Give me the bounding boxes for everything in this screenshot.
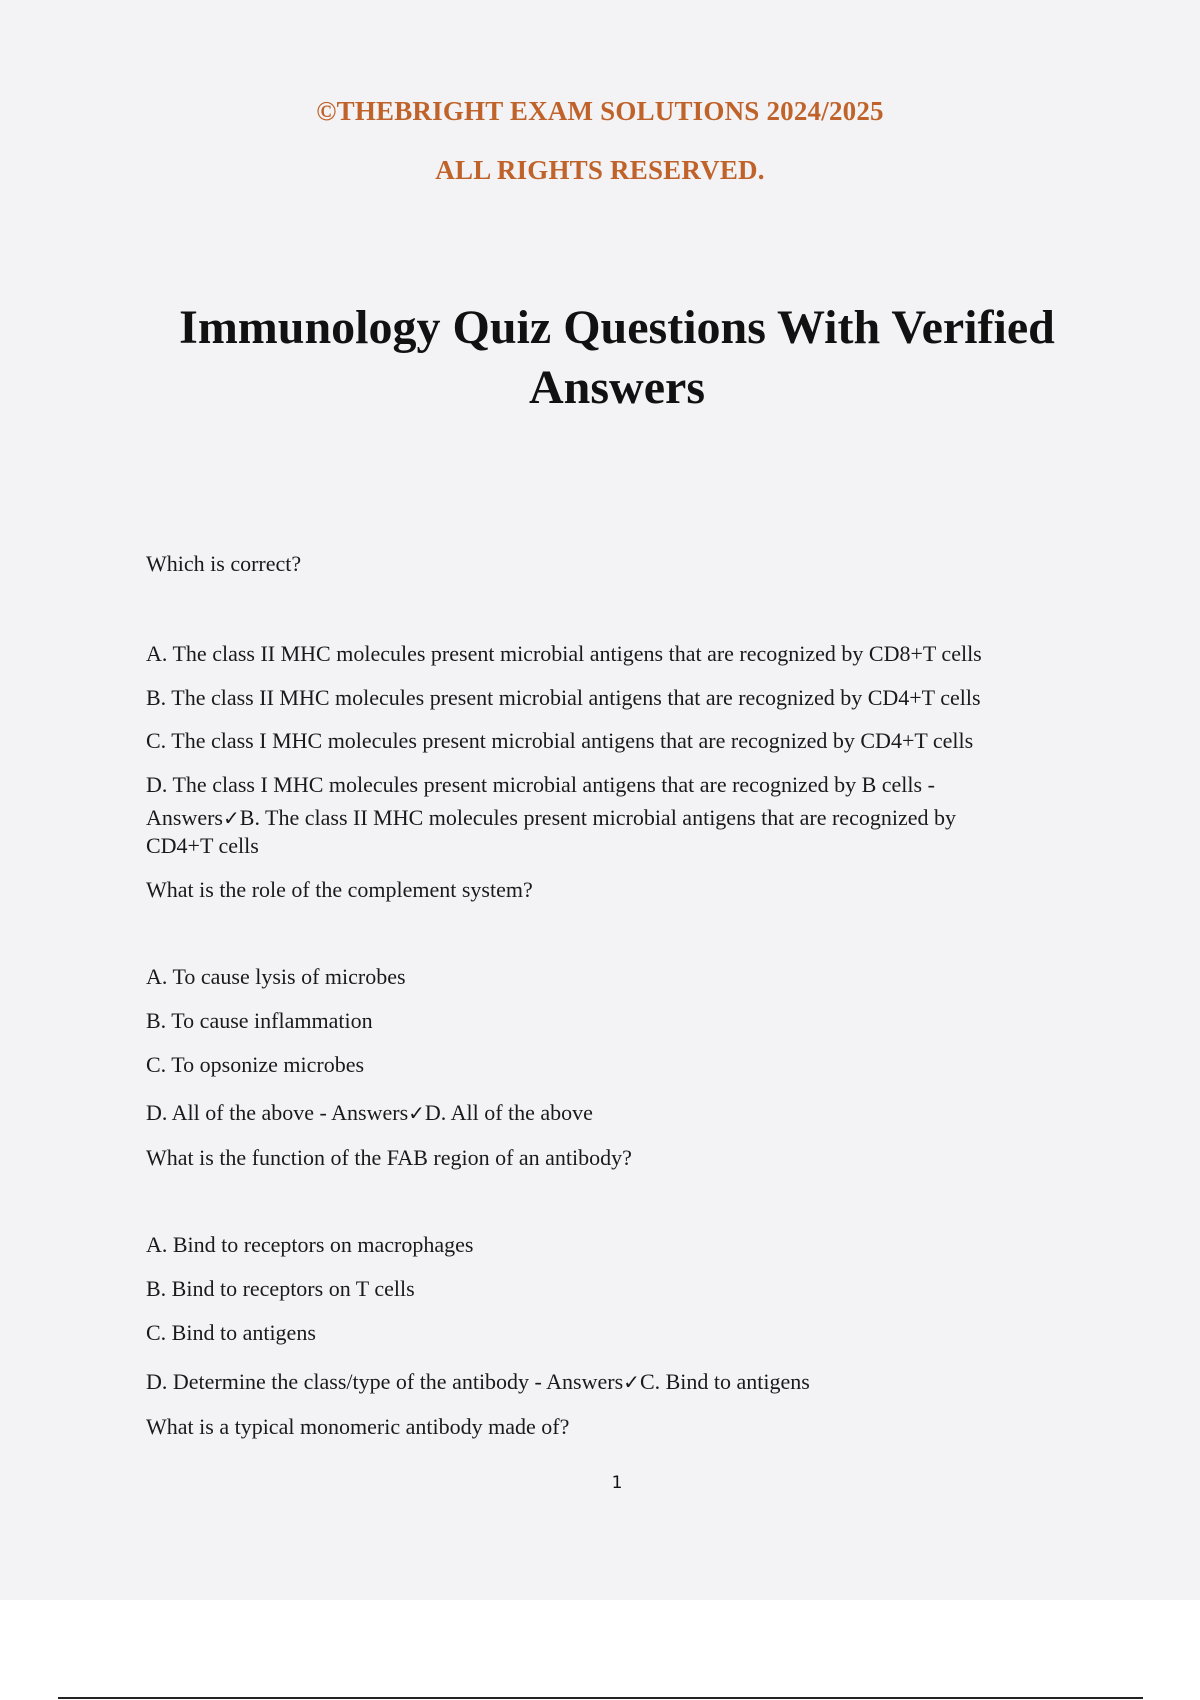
question-3-option-d (146, 1368, 1076, 1396)
answer-text: B. The class II MHC molecules present microbial antigens that are recognized by (239, 805, 956, 830)
answer-text: D. All of the above (424, 1100, 593, 1125)
question-3-option-a: A. Bind to receptors on macrophages (146, 1232, 474, 1257)
question-1-answer-cont: CD4+T cells (146, 833, 259, 858)
option-d-text: D. All of the above - (146, 1100, 332, 1125)
option-d-text: D. Determine the class/type of the antibody - (146, 1369, 547, 1394)
question-2-option-d (146, 1099, 1076, 1127)
question-2-option-a: A. To cause lysis of microbes (146, 964, 406, 989)
question-3-option-b: B. Bind to receptors on T cells (146, 1276, 415, 1301)
title-line-1: Immunology Quiz Questions With Verified (179, 301, 1055, 354)
rights-reserved-header: ALL RIGHTS RESERVED. (435, 155, 765, 185)
copyright-header: ©THEBRIGHT EXAM SOLUTIONS 2024/2025 (316, 96, 884, 126)
question-1-option-c: C. The class I MHC molecules present microbial antigens that are recognized by CD4+T cells (146, 728, 974, 753)
question-1-prompt: Which is correct? (146, 551, 302, 576)
answer-text: C. Bind to antigens (639, 1369, 810, 1394)
title-line-2: Answers (529, 361, 705, 414)
answer-label: Answers (146, 805, 223, 830)
answer-label: Answers (331, 1100, 409, 1125)
question-2-option-b: B. To cause inflammation (146, 1008, 373, 1033)
page-number: 1 (611, 1473, 623, 1493)
answer-label: Answers (546, 1369, 624, 1394)
question-2-option-c: C. To opsonize microbes (146, 1052, 365, 1077)
document-title (0, 298, 1200, 418)
question-4-prompt: What is a typical monomeric antibody made of? (146, 1414, 570, 1439)
question-3-prompt: What is the function of the FAB region of an antibody? (146, 1145, 632, 1170)
question-1-option-d: D. The class I MHC molecules present microbial antigens that are recognized by B cells - (146, 772, 935, 797)
check-mark-icon: ✓ (623, 1370, 640, 1394)
question-2-prompt: What is the role of the complement system? (146, 877, 533, 902)
question-1-answer (146, 804, 1076, 832)
question-1-option-a: A. The class II MHC molecules present microbial antigens that are recognized by CD8+T cells (146, 641, 982, 666)
next-page-top-rule (58, 1697, 1143, 1699)
check-mark-icon: ✓ (223, 806, 240, 830)
check-mark-icon: ✓ (408, 1101, 425, 1125)
question-3-option-c: C. Bind to antigens (146, 1320, 316, 1345)
question-1-option-b: B. The class II MHC molecules present microbial antigens that are recognized by CD4+T cells (146, 685, 981, 710)
